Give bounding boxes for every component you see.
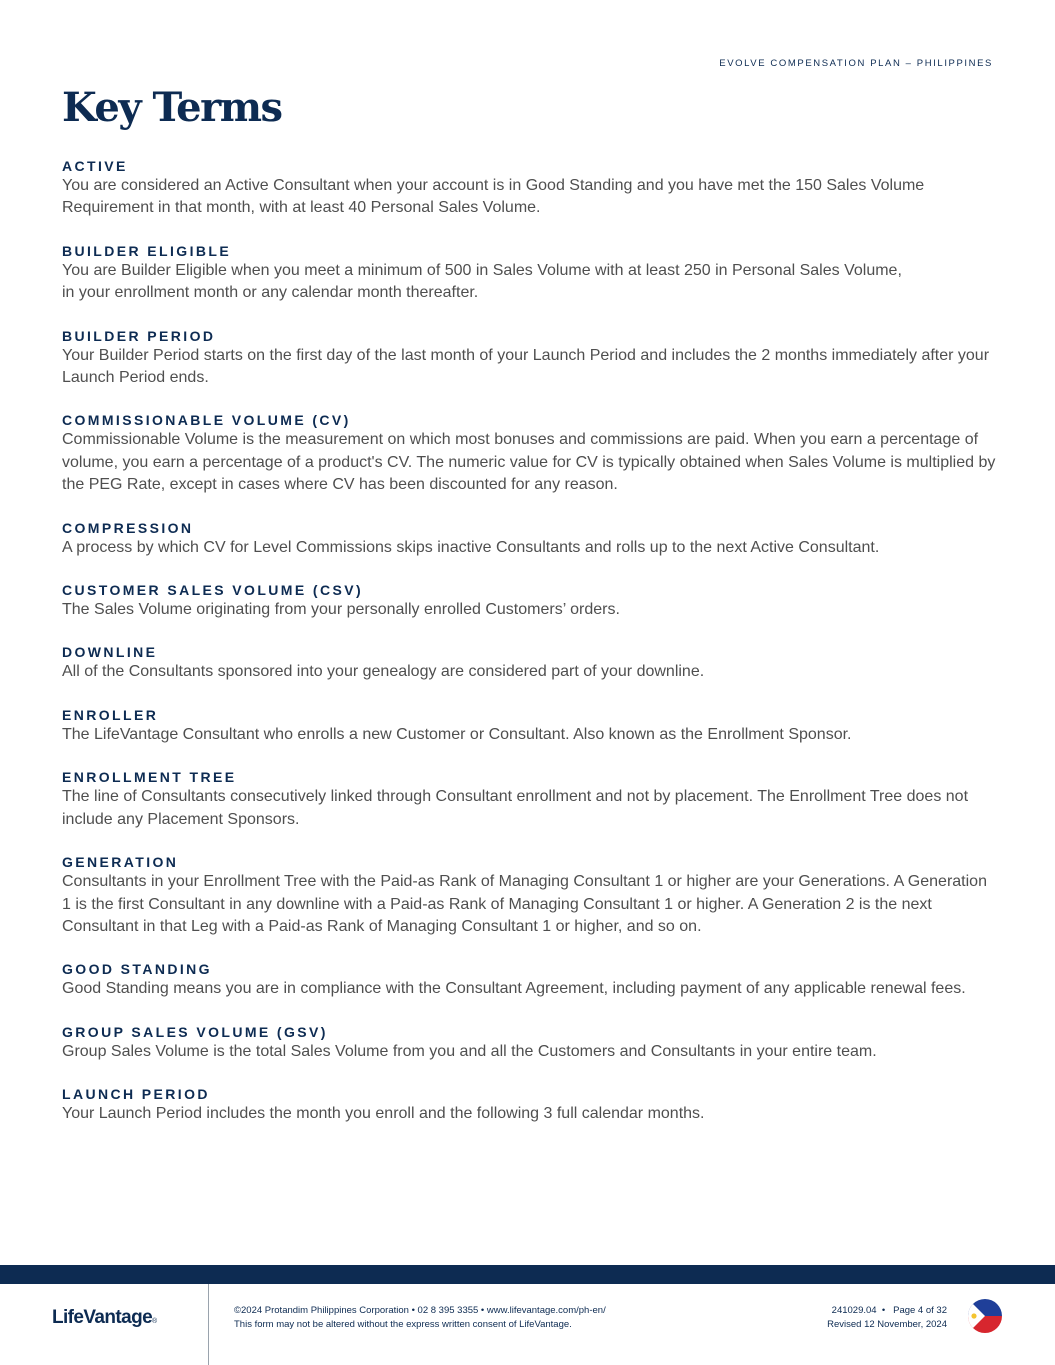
logo-text: LifeVantage xyxy=(52,1307,153,1328)
term-definition: Good Standing means you are in compliance with the Consultant Agreement, including payment of any applicable renewal fees. xyxy=(62,980,966,998)
term-title: GOOD STANDING xyxy=(62,961,212,978)
registered-mark: ® xyxy=(152,1318,158,1325)
term-definition: Commissionable Volume is the measurement on which most bonuses and commissions are paid. When you earn a percentage of volume, you earn a percentage of a product's CV. The numeric value for CV is typically obtained when Sales Volume is multiplied by the PEG Rate, except in cases where CV has been discounted for any reason. xyxy=(62,431,996,494)
term-group-sales-volume xyxy=(62,1023,997,1063)
term-title: ACTIVE xyxy=(62,158,128,174)
page-title: Key Terms xyxy=(62,84,282,131)
term-title: BUILDER PERIOD xyxy=(62,327,216,344)
footer-accent-bar xyxy=(0,1265,1055,1284)
term-definition: Consultants in your Enrollment Tree with the Paid-as Rank of Managing Consultant 1 or higher are your Generations. A Generation 1 is the first Consultant in any downline with a Paid-as Rank of Managing Consultant 1 or higher. A Generation 2 is the next Consultant in that Leg with a Paid-as Rank of Managing Consultant 1 or higher, and so on. xyxy=(62,873,987,935)
term-builder-eligible xyxy=(62,242,997,305)
copyright-line: ©2024 Protandim Philippines Corporation • 02 8 395 3355 • www.lifevantage.com/ph-en/ xyxy=(234,1305,606,1316)
term-definition-line: in your enrollment month or any calendar month thereafter. xyxy=(62,284,479,302)
term-definition: Your Launch Period includes the month you enroll and the following 3 full calendar months. xyxy=(62,1105,705,1123)
term-customer-sales-volume xyxy=(62,581,997,621)
document-header-label: EVOLVE COMPENSATION PLAN – PHILIPPINES xyxy=(719,58,993,69)
term-enroller xyxy=(62,706,997,746)
footer-doc-info xyxy=(827,1304,947,1332)
term-enrollment-tree xyxy=(62,768,997,831)
term-launch-period xyxy=(62,1085,997,1125)
term-generation xyxy=(62,853,997,938)
revised-date: Revised 12 November, 2024 xyxy=(827,1319,947,1330)
page-number: Page 4 of 32 xyxy=(893,1305,947,1316)
term-definition: The line of Consultants consecutively linked through Consultant enrollment and not by placement. The Enrollment Tree does not include any Placement Sponsors. xyxy=(62,788,969,828)
term-compression xyxy=(62,519,997,559)
term-active xyxy=(62,157,997,220)
footer-divider xyxy=(208,1284,209,1365)
doc-code: 241029.04 xyxy=(831,1305,877,1316)
lifevantage-logo xyxy=(52,1307,157,1329)
term-title: COMMISSIONABLE VOLUME (CV) xyxy=(62,412,351,429)
term-title: CUSTOMER SALES VOLUME (CSV) xyxy=(62,582,364,599)
term-definition: Your Builder Period starts on the first day of the last month of your Launch Period and includes the 2 months immediately after your Launch Period ends. xyxy=(62,346,990,387)
term-definition: All of the Consultants sponsored into your genealogy are considered part of your downline. xyxy=(62,663,705,681)
term-definition: Group Sales Volume is the total Sales Volume from you and all the Customers and Consultants in your entire team. xyxy=(62,1042,877,1060)
term-title: ENROLLER xyxy=(62,706,159,723)
term-definition: The Sales Volume originating from your personally enrolled Customers’ orders. xyxy=(62,601,620,619)
term-title: GENERATION xyxy=(62,854,179,871)
philippines-flag-icon xyxy=(968,1299,1002,1333)
notice-line: This form may not be altered without the express written consent of LifeVantage. xyxy=(234,1319,572,1330)
term-title: ENROLLMENT TREE xyxy=(62,769,237,786)
footer-legal xyxy=(234,1304,606,1332)
term-title: DOWNLINE xyxy=(62,644,158,661)
term-definition: A process by which CV for Level Commissions skips inactive Consultants and rolls up to the next Active Consultant. xyxy=(62,538,880,556)
term-definition: You are considered an Active Consultant when your account is in Good Standing and you have met the 150 Sales Volume Requirement in that month, with at least 40 Personal Sales Volume. xyxy=(62,177,925,217)
key-terms-list xyxy=(62,157,997,1148)
term-good-standing xyxy=(62,960,997,1000)
term-downline xyxy=(62,643,997,683)
term-title: GROUP SALES VOLUME (GSV) xyxy=(62,1023,328,1040)
term-title: BUILDER ELIGIBLE xyxy=(62,242,232,259)
doc-page-line: 241029.04 • Page 4 of 32 xyxy=(831,1305,947,1316)
term-definition-line: You are Builder Eligible when you meet a minimum of 500 in Sales Volume with at least 250 in Personal Sales Volume, xyxy=(62,261,902,279)
term-title: COMPRESSION xyxy=(62,519,194,536)
flag-sun xyxy=(971,1313,976,1318)
term-commissionable-volume xyxy=(62,411,997,496)
term-title: LAUNCH PERIOD xyxy=(62,1086,210,1103)
term-definition xyxy=(62,260,997,305)
page-footer xyxy=(0,1284,1055,1365)
term-definition: The LifeVantage Consultant who enrolls a new Customer or Consultant. Also known as the Enrollment Sponsor. xyxy=(62,725,852,743)
term-builder-period xyxy=(62,327,997,390)
